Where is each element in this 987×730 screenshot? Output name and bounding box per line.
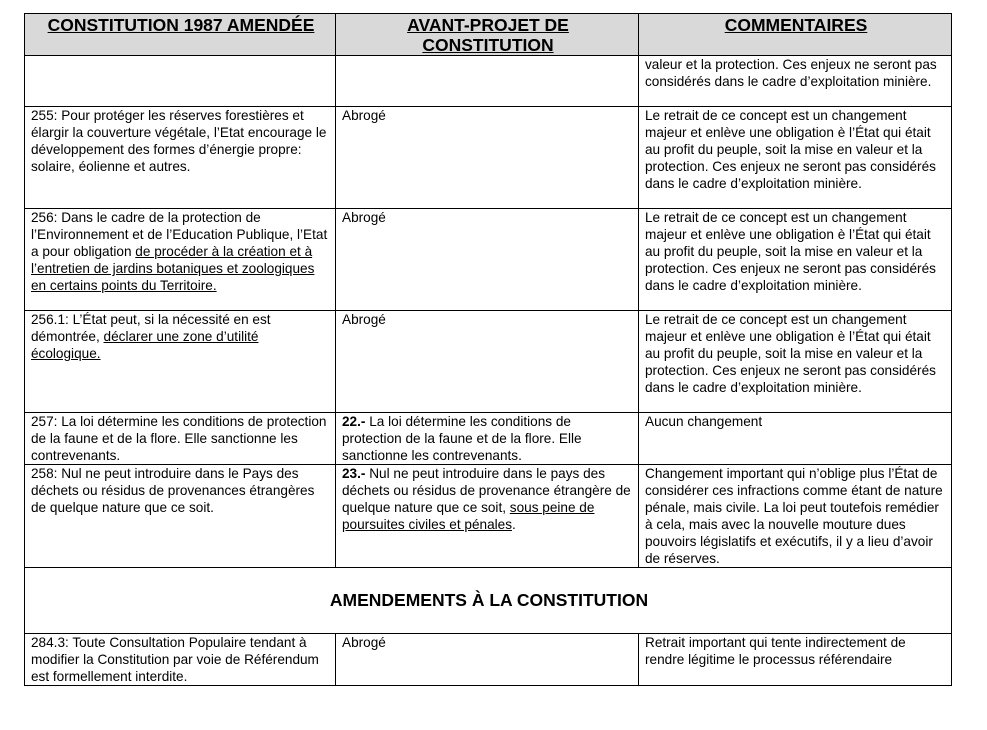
article-number: 22.- xyxy=(342,414,366,429)
cell-commentaire: Le retrait de ce concept est un changement majeur et enlève une obligation è l’État qui était au profit du peuple, soit la mise en valeur et la protection. Ces enjeux ne seront pas considérés dans le cadre d’exploitation minière. xyxy=(639,311,952,413)
cell-constitution: 284.3: Toute Consultation Populaire tendant à modifier la Constitution par voie de Référendum est formellement interdite. xyxy=(25,634,336,686)
section-title: AMENDEMENTS À LA CONSTITUTION xyxy=(25,568,952,634)
header-constitution-1987: CONSTITUTION 1987 AMENDÉE xyxy=(25,14,336,56)
cell-constitution: 257: La loi détermine les conditions de protection de la faune et de la flore. Elle sanctionne les contrevenants. xyxy=(25,413,336,465)
cell-constitution xyxy=(25,209,336,311)
table-row xyxy=(25,107,952,209)
cell-constitution: 255: Pour protéger les réserves forestières et élargir la couverture végétale, l’Etat encourage le développement des formes d’énergie propre: solaire, éolienne et autres. xyxy=(25,107,336,209)
article-end: . xyxy=(512,517,516,532)
cell-avant-projet: Abrogé xyxy=(336,311,639,413)
cell-constitution: 258: Nul ne peut introduire dans le Pays des déchets ou résidus de provenances étrangères de quelque nature que ce soit. xyxy=(25,465,336,568)
table-row xyxy=(25,209,952,311)
header-avant-projet: AVANT-PROJET DE CONSTITUTION xyxy=(336,14,639,56)
cell-commentaire: Changement important qui n’oblige plus l’État de considérer ces infractions comme étant de nature pénale, mais civile. La loi peut toutefois remédier à cela, mais avec la nouvelle mouture dues pouvoirs législatifs et exécutifs, il y a lieu d’avoir de réserves. xyxy=(639,465,952,568)
cell-constitution xyxy=(25,56,336,107)
cell-commentaire: valeur et la protection. Ces enjeux ne seront pas considérés dans le cadre d’exploitation minière. xyxy=(639,56,952,107)
article-text: Nul ne peut introduire dans le pays des déchets ou résidus de provenance étrangère de quelque nature que ce soit, xyxy=(342,466,631,515)
header-row xyxy=(25,14,952,56)
cell-commentaire: Le retrait de ce concept est un changement majeur et enlève une obligation è l’État qui était au profit du peuple, soit la mise en valeur et la protection. Ces enjeux ne seront pas considérés dans le cadre d’exploitation minière. xyxy=(639,209,952,311)
table-row xyxy=(25,311,952,413)
cell-avant-projet: Abrogé xyxy=(336,209,639,311)
article-text: La loi détermine les conditions de protection de la faune et de la flore. Elle sanctionne les contrevenants. xyxy=(342,414,582,463)
table-row xyxy=(25,56,952,107)
article-number: 23.- xyxy=(342,466,366,481)
header-commentaires: COMMENTAIRES xyxy=(639,14,952,56)
table-row xyxy=(25,465,952,568)
table-row xyxy=(25,413,952,465)
cell-avant-projet xyxy=(336,56,639,107)
underlined-text: déclarer une zone d’utilité écologique. xyxy=(31,329,259,361)
table-row xyxy=(25,634,952,686)
cell-commentaire: Le retrait de ce concept est un changement majeur et enlève une obligation è l’État qui était au profit du peuple, soit la mise en valeur et la protection. Ces enjeux ne seront pas considérés dans le cadre d’exploitation minière. xyxy=(639,107,952,209)
underlined-text: de procéder à la création et à l’entretien de jardins botaniques et zoologiques en certains points du Territoire. xyxy=(31,244,315,293)
cell-avant-projet xyxy=(336,465,639,568)
underlined-text: sous peine de poursuites civiles et pénales xyxy=(342,500,595,532)
comparison-table xyxy=(24,13,952,686)
cell-avant-projet: Abrogé xyxy=(336,634,639,686)
article-text: 256.1: L’État peut, si la nécessité en est démontrée, xyxy=(31,312,271,344)
section-row xyxy=(25,568,952,634)
cell-commentaire: Retrait important qui tente indirectement de rendre légitime le processus référendaire xyxy=(639,634,952,686)
cell-constitution xyxy=(25,311,336,413)
cell-avant-projet xyxy=(336,413,639,465)
cell-avant-projet: Abrogé xyxy=(336,107,639,209)
article-text: 256: Dans le cadre de la protection de l’Environnement et de l’Education Publique, l’Etat a pour obligation xyxy=(31,210,328,259)
cell-commentaire: Aucun changement xyxy=(639,413,952,465)
